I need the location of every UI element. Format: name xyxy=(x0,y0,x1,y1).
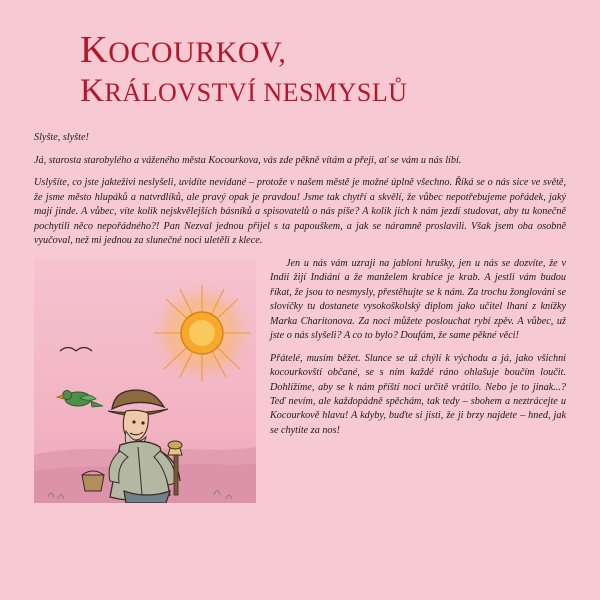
paragraph-4: Přátelé, musím běžet. Slunce se už chýlí k východu a já, jako všichni kocourkovští občané, se s ním každé ráno ohlašuje boučím loučit. Dohlížíme, aby se k nám příští noci určitě vrátilo. Nebo je to jinak...? Teď nevím, ale každopádně spěchám, tak tedy – sbohem a neztrácejte u Kocourkově hlavu! A kdyby, buďte si jisti, že ji brzy najdete – hned, jak se chytíte za nos! xyxy=(270,352,566,436)
title-text-2: RÁLOVSTVÍ NESMYSLŮ xyxy=(104,78,408,108)
illustration-and-text xyxy=(34,257,566,509)
article-body xyxy=(34,131,566,508)
title-dropcap-2: K xyxy=(80,72,105,110)
man-with-hat-and-lantern-illustration xyxy=(34,259,256,503)
title-line-2 xyxy=(80,74,566,109)
page-title xyxy=(80,30,566,109)
title-text-1: OCOURKOV, xyxy=(108,36,287,69)
title-line-1 xyxy=(80,30,566,70)
paragraph-3: Jen u nás vám uzraji na jabloni hrušky, jen u nás se dozvíte, že v Indii žijí Indiáni a že manželem krabice je krab. A jestli vám budou říkat, že jsou to nesmysly, přestěhujte se k nám. Za trochu žonglování se slovíčky tu dostanete vysokoškolský diplom jako učitel lhaní z knížky Marka Charitonova. Za noci můžete poslouchat rybí zpěv. A vůbec, už jste o nás slyšeli? A co to bylo? Doufám, že same pěkné věci! xyxy=(270,257,566,342)
salutation: Slyšte, slyšte! xyxy=(34,132,89,144)
paragraph-1: Já, starosta starobylého a váženého města Kocourkova, vás zde pěkně vítám a přeji, ať se vám u nás líbí. xyxy=(34,154,462,166)
paragraph-2: Uslyšíte, co jste jakteživi neslyšeli, uvidíte nevídané – protože v našem městě je možné úplně všechno. Říká se o nás sice ve světě, že jsme město hlupáků a natvrdlíků, ale pravý opak je pravdou! Jsme tak chytří a skvělí, že vůbec nepotřebujeme pořádek, jaký mají jinde. A vůbec, víte kolik nejskvělejších básníků a spisovatelů o nás píše? A kolik jich k nám jezdí studovat, aby tu konečně pochytili něco nepořádného?! Pan Nezval jednou přijel s ta papouškem, a jak se náramně proslavili. Však jsem oba osobně vyučoval, než mi jednou za slunečné noci uletěli z klece. xyxy=(34,177,566,247)
title-dropcap-1: K xyxy=(80,29,109,71)
